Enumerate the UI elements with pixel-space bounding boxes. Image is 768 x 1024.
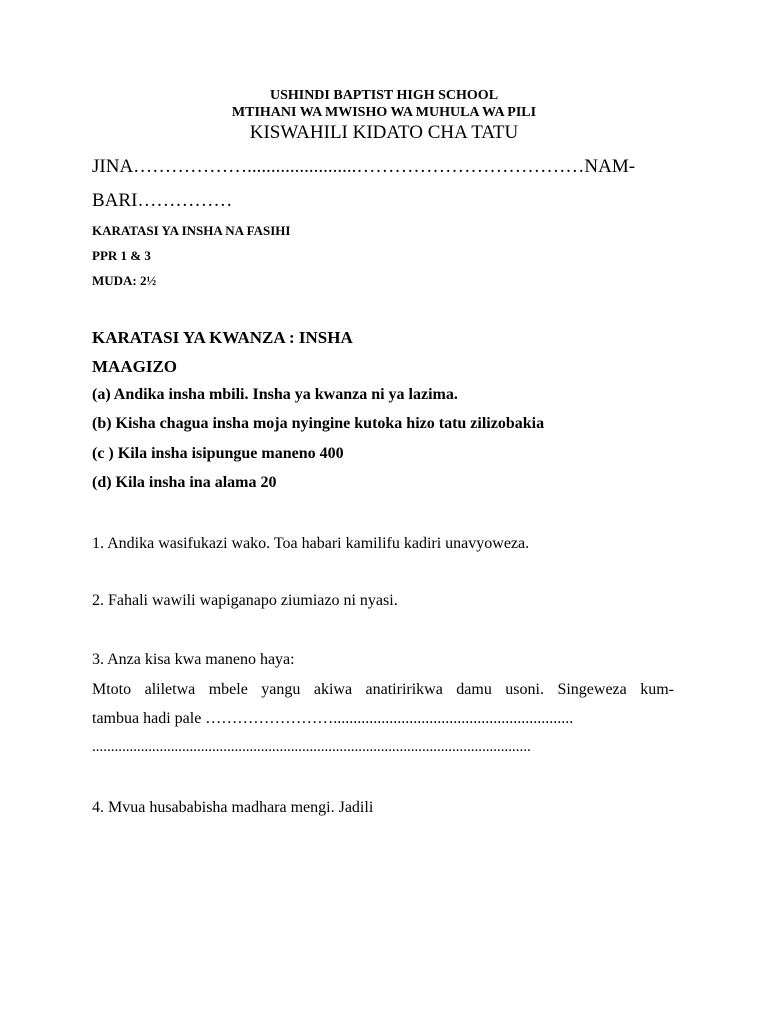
question-3-line-2: tambua hadi pale ……………………............................................................ — [92, 710, 574, 727]
school-name: USHINDI BAPTIST HIGH SCHOOL — [269, 88, 499, 103]
question-3-line-1: Mtoto aliletwa mbele yangu akiwa anatiririkwa damu usoni. Singeweza kum- — [92, 681, 674, 698]
paper-title: KARATASI YA INSHA NA FASIHI — [92, 223, 291, 238]
question-2: 2. Fahali wawili wapiganapo ziumiazo ni nyasi. — [92, 592, 398, 609]
instruction-d: (d) Kila insha ina alama 20 — [92, 474, 277, 491]
instruction-b: (b) Kisha chagua insha moja nyingine kutoka hizo tatu zilizobakia — [92, 415, 545, 432]
exam-title: MTIHANI WA MWISHO WA MUHULA WA PILI — [231, 105, 537, 120]
instructions-heading: MAAGIZO — [92, 357, 177, 376]
question-4: 4. Mvua husababisha madhara mengi. Jadili — [92, 799, 374, 816]
question-3-line-3: ..................................................................................................................... — [92, 739, 531, 755]
subject-title: KISWAHILI KIDATO CHA TATU — [249, 122, 519, 143]
question-3-intro: 3. Anza kisa kwa maneno haya: — [92, 651, 295, 668]
instruction-a: (a) Andika insha mbili. Insha ya kwanza ni ya lazima. — [92, 386, 458, 403]
instruction-c: (c ) Kila insha isipungue maneno 400 — [92, 445, 344, 462]
duration: MUDA: 2½ — [92, 273, 157, 288]
section-heading: KARATASI YA KWANZA : INSHA — [92, 328, 353, 347]
number-line-continued: BARI…………… — [92, 190, 233, 211]
name-number-line: JINA……………….......................………………………………NAM- — [92, 156, 636, 177]
paper-codes: PPR 1 & 3 — [92, 248, 151, 263]
question-1: 1. Andika wasifukazi wako. Toa habari kamilifu kadiri unavyoweza. — [92, 535, 530, 552]
